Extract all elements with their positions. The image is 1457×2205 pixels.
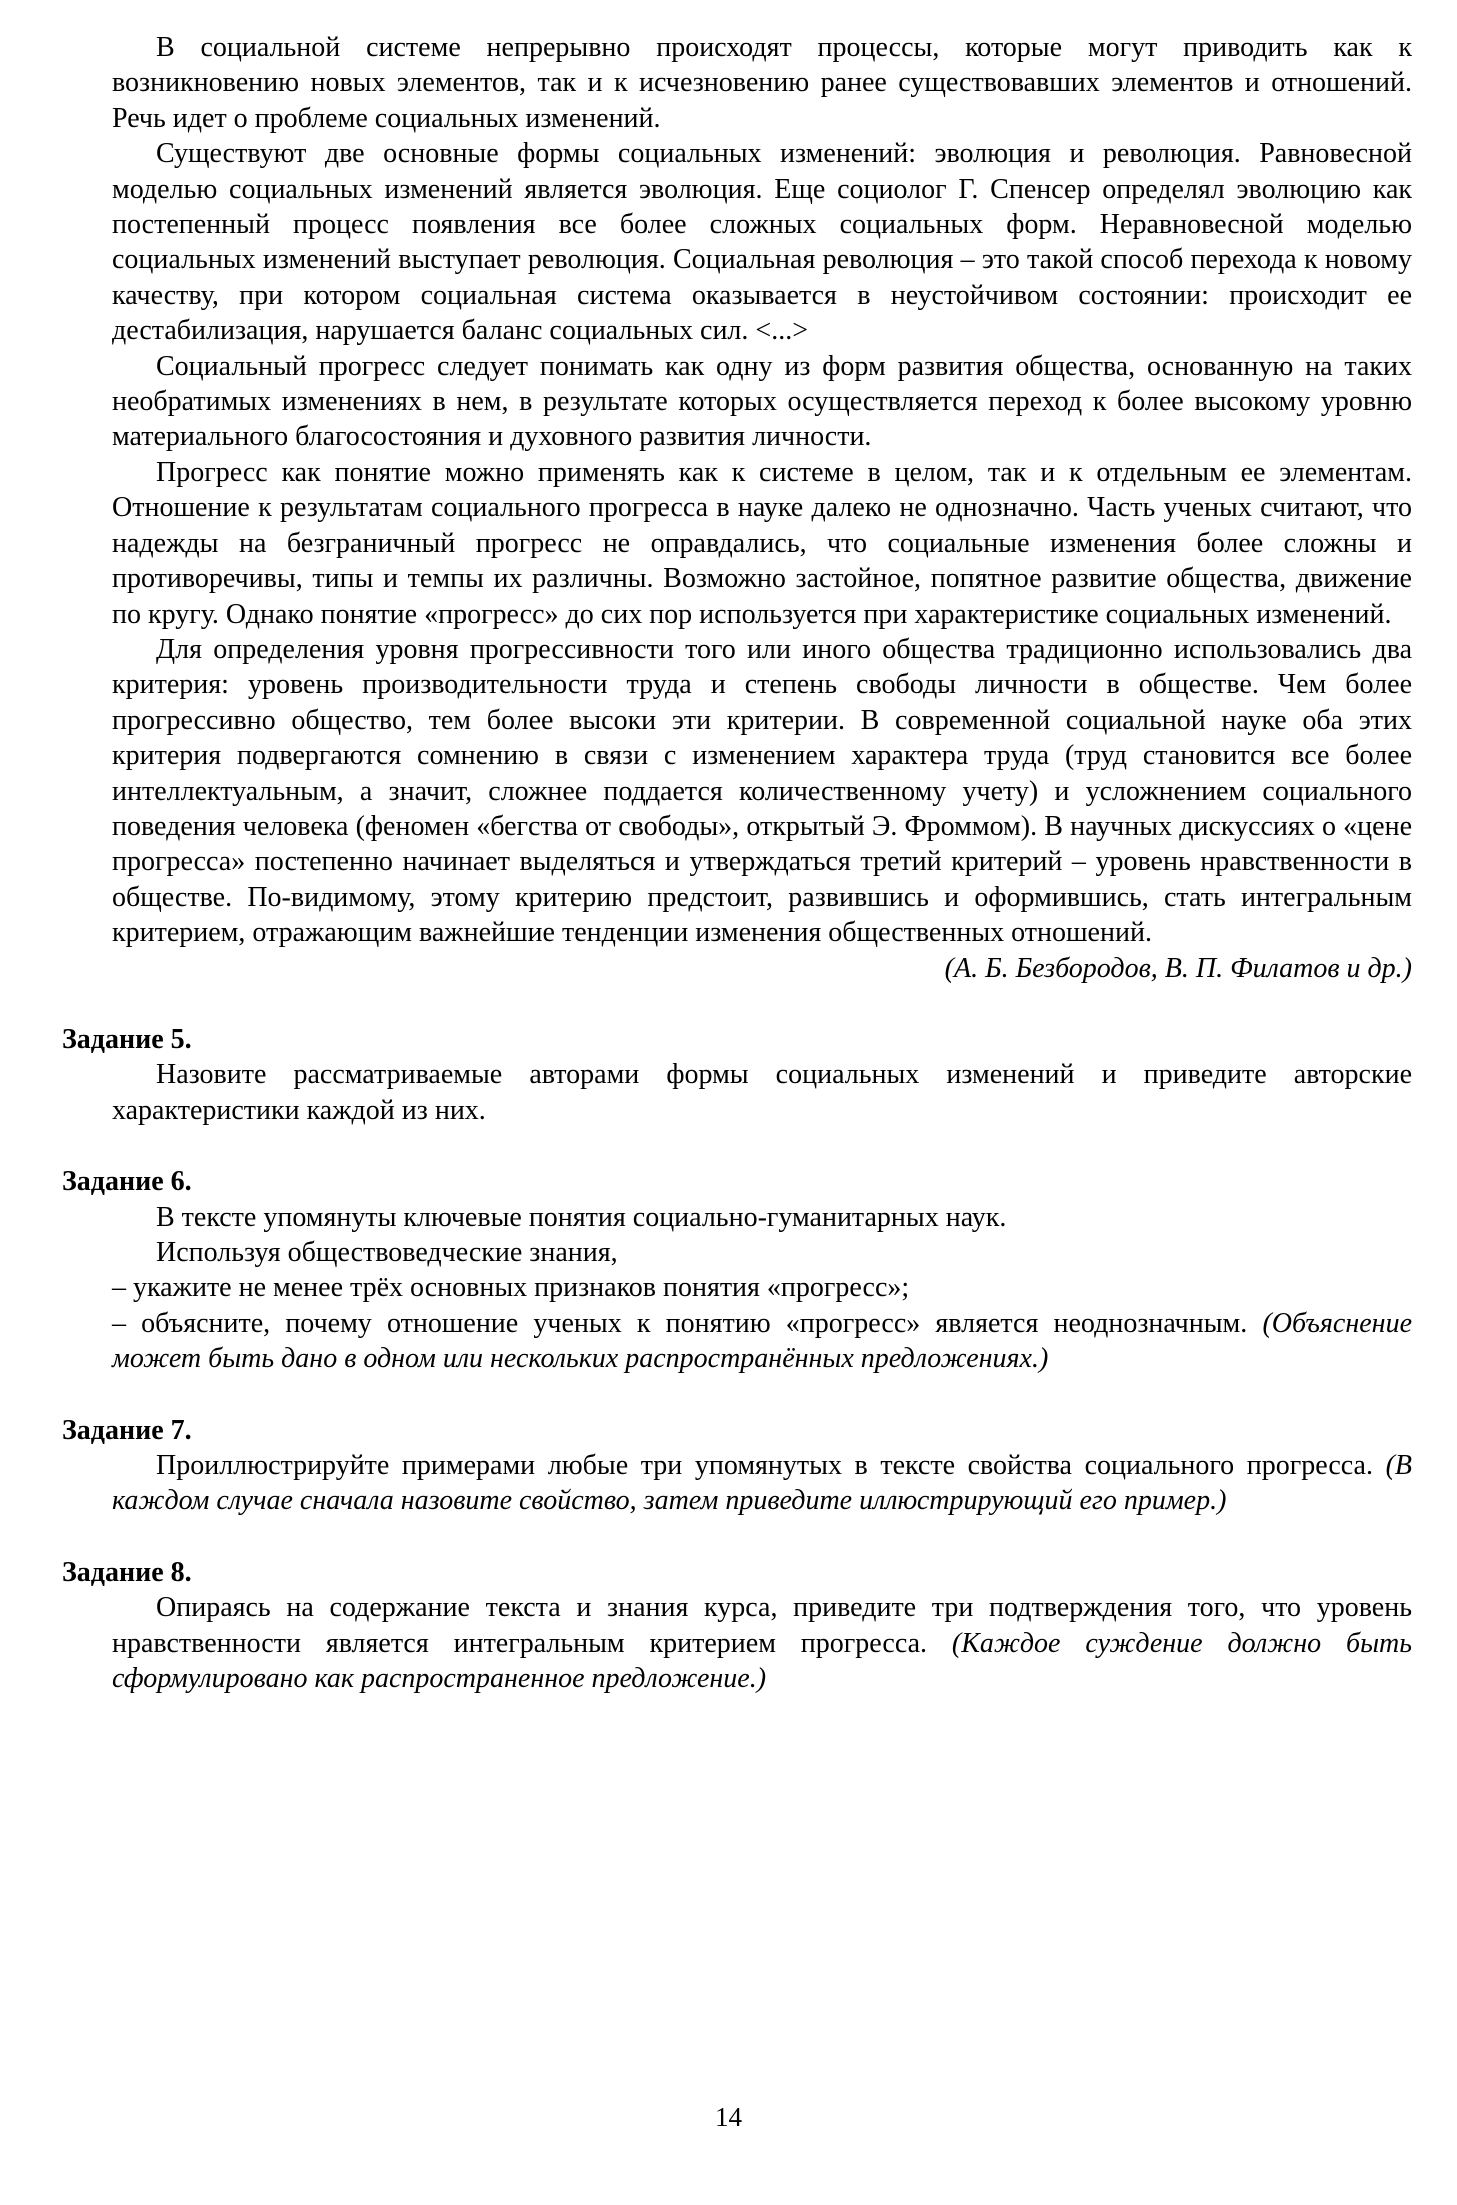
task-6-item-2-text: – объясните, почему отношение ученых к понятию «прогресс» является неоднозначным.	[112, 1307, 1263, 1339]
task-8-section	[62, 1555, 1412, 1697]
page-number: 14	[715, 2102, 742, 2132]
task-8-heading: Задание 8.	[62, 1556, 192, 1588]
text-paragraph-3: Социальный прогресс следует понимать как одну из форм развития общества, основанную на таких необратимых изменениях в нем, в результате которых осуществляется переход к более высокому уровню материального благосостояния и духовного развития личности.	[112, 350, 1412, 453]
task-6-section	[62, 1164, 1412, 1376]
task-6-intro-line-1: В тексте упомянуты ключевые понятия социально-гуманитарных наук.	[156, 1201, 1007, 1233]
text-paragraph-4: Прогресс как понятие можно применять как к системе в целом, так и к отдельным ее элементам. Отношение к результатам социального прогресса в науке далеко не однозначно. Часть ученых считают, что надежды на безграничный прогресс не оправдались, что социальные изменения более сложны и противоречивы, типы и темпы их различны. Возможно застойное, попятное развитие общества, движение по кругу. Однако понятие «прогресс» до сих пор используется при характеристике социальных изменений.	[112, 456, 1412, 630]
task-7-body-text: Проиллюстрируйте примерами любые три упомянутых в тексте свойства социального прогресса.	[156, 1450, 1386, 1482]
task-8-body	[112, 1590, 1412, 1696]
text-paragraph-2: Существуют две основные формы социальных изменений: эволюция и революция. Равновесной моделью социальных изменений является эволюция. Еще социолог Г. Спенсер определял эволюцию как постепенный процесс появления все более сложных социальных форм. Неравновесной моделью социальных изменений выступает революция. Социальная революция – это такой способ перехода к новому качеству, при котором социальная система оказывается в неустойчивом состоянии: происходит ее дестабилизация, нарушается баланс социальных сил. <...>	[112, 138, 1412, 347]
source-text-block	[112, 30, 1412, 986]
task-5-body: Назовите рассматриваемые авторами формы социальных изменений и приведите авторские характеристики каждой из них.	[112, 1059, 1412, 1126]
task-7-body-note: (В каждом случае сначала назовите свойство, затем приведите иллюстрирующий его пример.)	[112, 1450, 1412, 1517]
task-7-section	[62, 1413, 1412, 1519]
task-8-body-text: Опираясь на содержание текста и знания курса, приведите три подтверждения того, что уровень нравственности является интегральным критерием прогресса.	[112, 1592, 1412, 1659]
task-6-item-2	[112, 1306, 1412, 1377]
task-7-body	[112, 1448, 1412, 1519]
text-paragraph-5: Для определения уровня прогрессивности того или иного общества традиционно использовались два критерия: уровень производительности труда и степень свободы личности в обществе. Чем более прогрессивно общество, тем более высоки эти критерии. В современной социальной науке оба этих критерия подвергаются сомнению в связи с изменением характера труда (труд становится все более интеллектуальным, а значит, сложнее поддается количественному учету) и усложнением социального поведения человека (феномен «бегства от свободы», открытый Э. Фроммом). В научных дискуссиях о «цене прогресса» постепенно начинает выделяться и утверждаться третий критерий – уровень нравственности в обществе. По-видимому, этому критерию предстоит, развившись и оформившись, стать интегральным критерием, отражающим важнейшие тенденции изменения общественных отношений.	[112, 633, 1412, 949]
task-6-item-2-note: (Объяснение может быть дано в одном или нескольких распространённых предложениях.)	[112, 1307, 1412, 1375]
task-5-section	[62, 1022, 1412, 1128]
task-7-heading: Задание 7.	[62, 1414, 192, 1446]
text-paragraph-1: В социальной системе непрерывно происходят процессы, которые могут приводить как к возникновению новых элементов, так и к исчезновению ранее существовавших элементов и отношений. Речь идет о проблеме социальных изменений.	[112, 32, 1412, 134]
task-6-intro-line-2: Используя обществоведческие знания,	[156, 1237, 618, 1268]
task-5-heading: Задание 5.	[62, 1023, 192, 1055]
attribution-line: (А. Б. Безбородов, В. П. Филатов и др.)	[944, 952, 1412, 984]
task-6-item-1: – укажите не менее трёх основных признаков понятия «прогресс»;	[112, 1272, 910, 1304]
task-6-heading: Задание 6.	[62, 1166, 192, 1198]
task-8-body-note: (Каждое суждение должно быть сформулировано как распространенное предложение.)	[112, 1627, 1412, 1695]
